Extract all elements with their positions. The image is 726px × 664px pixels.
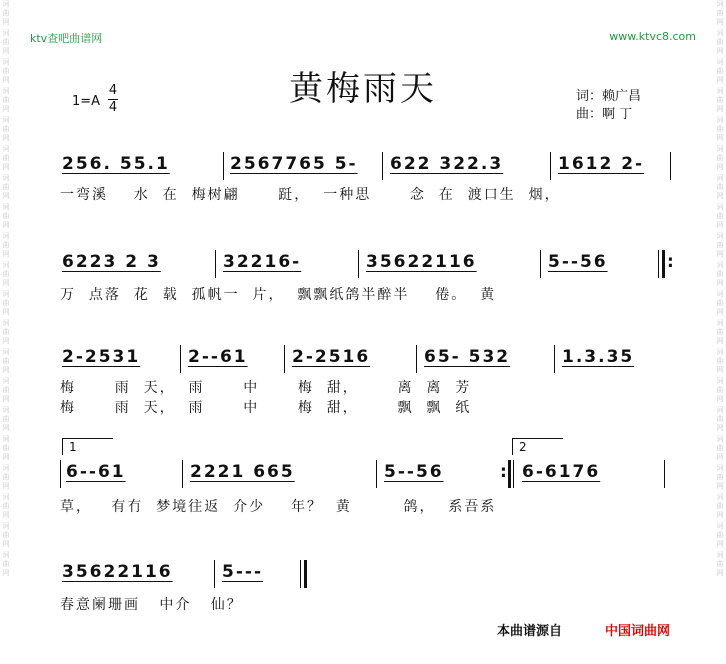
watermark-text: 词曲网 — [2, 261, 10, 287]
watermark-text: 词曲网 — [716, 290, 724, 316]
watermark-text: 词曲网 — [716, 319, 724, 345]
measure: 2567765 5- — [230, 154, 358, 174]
measure: 32216- — [223, 252, 302, 272]
barline — [180, 345, 181, 373]
barline — [513, 460, 514, 488]
measure: 1.3.35 — [562, 347, 635, 367]
notes-line — [60, 460, 674, 488]
watermark-text: 词曲网 — [2, 319, 10, 345]
watermark-text: 词曲网 — [716, 203, 724, 229]
time-signature — [108, 84, 118, 115]
watermark-text: 词曲网 — [2, 290, 10, 316]
watermark-text: 词曲网 — [716, 174, 724, 200]
notes-line — [60, 560, 674, 588]
watermark-text: 词曲网 — [2, 493, 10, 519]
barline — [664, 460, 665, 488]
lyrics-line: 草， 有冇 梦境往返 介少 年？ 黄 鸽， 系吾系 — [60, 499, 497, 515]
watermark-text: 词曲网 — [716, 261, 724, 287]
watermark-text: 词曲网 — [716, 145, 724, 171]
watermark-text: 词曲网 — [2, 551, 10, 577]
watermark-text: 词曲网 — [2, 522, 10, 548]
measure: 2-2516 — [292, 347, 371, 367]
barline — [60, 460, 61, 488]
watermark-text: 词曲网 — [716, 87, 724, 113]
watermark-text: 词曲网 — [2, 464, 10, 490]
watermark-text: 词曲网 — [2, 377, 10, 403]
measure: 65- 532 — [424, 347, 511, 367]
score-row-5 — [60, 560, 674, 613]
watermark-text: 词曲网 — [716, 116, 724, 142]
watermark-text: 词曲网 — [716, 551, 724, 577]
repeat-dots: : — [667, 252, 674, 272]
measure: 622 322.3 — [390, 154, 504, 174]
measure: 5--56 — [548, 252, 608, 272]
barline — [658, 250, 659, 278]
watermark-text: 词曲网 — [2, 203, 10, 229]
barline — [182, 460, 183, 488]
notes-line — [60, 250, 674, 278]
measure: 1612 2- — [558, 154, 645, 174]
measure: 256. 55.1 — [62, 154, 170, 174]
lyricist: 词：赖广昌 — [576, 89, 642, 104]
composer: 曲：啊 丁 — [576, 107, 633, 122]
site-url-right[interactable]: www.ktvc8.com — [609, 30, 696, 43]
score-row-2 — [60, 250, 674, 303]
barline — [284, 345, 285, 373]
repeat-barline — [662, 250, 665, 278]
watermark-text: 词曲网 — [2, 58, 10, 84]
repeat-dots: : — [500, 462, 507, 482]
lyrics-line-verse-2: 梅 雨 天， 雨 中 梅 甜， 飘 飘 纸 — [60, 400, 472, 416]
measure: 2--61 — [188, 347, 248, 367]
lyrics-line: 一弯溪 水 在 梅树翩 跹， 一种思 念 在 渡口生 烟， — [60, 187, 561, 203]
notes-line — [60, 152, 674, 180]
lyrics-line: 春意阑珊画 中介 仙？ — [60, 597, 243, 613]
song-title: 黄梅雨天 — [289, 68, 437, 109]
barline — [540, 250, 541, 278]
watermark-text: 词曲网 — [2, 232, 10, 258]
measure: 2-2531 — [62, 347, 141, 367]
measure: 35622116 — [62, 562, 173, 582]
watermark-text: 词曲网 — [2, 29, 10, 55]
credits — [576, 88, 641, 124]
measure: 5--- — [222, 562, 263, 582]
site-name-left[interactable]: ktv查吧曲谱网 — [30, 32, 103, 45]
measure: 35622116 — [366, 252, 477, 272]
barline — [215, 250, 216, 278]
barline — [670, 152, 671, 180]
repeat-barline — [508, 460, 511, 488]
barline — [376, 460, 377, 488]
lyrics-line: 万 点落 花 载 孤帆一 片， 飘飘纸鸽半醉半 倦。 黄 — [60, 287, 497, 303]
volta-number: 1 — [69, 440, 77, 454]
barline — [382, 152, 383, 180]
final-barline — [304, 560, 307, 588]
measure: 5--56 — [384, 462, 444, 482]
score-row-1 — [60, 152, 674, 203]
key-signature: 1=A — [72, 94, 101, 109]
watermark-text: 词曲网 — [716, 348, 724, 374]
notes-line — [60, 345, 674, 373]
watermark-text: 词曲网 — [716, 435, 724, 461]
measure: 6223 2 3 — [62, 252, 161, 272]
barline — [416, 345, 417, 373]
watermark-text: 词曲网 — [2, 87, 10, 113]
watermark-text: 词曲网 — [716, 0, 724, 26]
barline — [214, 560, 215, 588]
source-label: 本曲谱源自 — [497, 624, 563, 639]
watermark-text: 词曲网 — [2, 406, 10, 432]
watermark-text: 词曲网 — [716, 29, 724, 55]
watermark-text: 词曲网 — [716, 377, 724, 403]
barline — [223, 152, 224, 180]
watermark-text: 词曲网 — [716, 58, 724, 84]
watermark-text: 词曲网 — [2, 116, 10, 142]
watermark-text: 词曲网 — [2, 174, 10, 200]
volta-number: 2 — [519, 440, 527, 454]
watermark-text: 词曲网 — [2, 435, 10, 461]
watermark-text: 词曲网 — [716, 406, 724, 432]
watermark-text: 词曲网 — [716, 522, 724, 548]
watermark-text: 词曲网 — [2, 145, 10, 171]
watermark-text: 词曲网 — [716, 464, 724, 490]
measure: 6-6176 — [522, 462, 601, 482]
score-row-4 — [60, 460, 674, 515]
barline — [358, 250, 359, 278]
measure: 2221 665 — [190, 462, 295, 482]
score-row-3 — [60, 345, 674, 416]
measure: 6--61 — [66, 462, 126, 482]
watermark-text: 词曲网 — [2, 348, 10, 374]
volta-bracket-2 — [512, 438, 563, 455]
barline — [550, 152, 551, 180]
lyrics-line-verse-1: 梅 雨 天， 雨 中 梅 甜， 离 离 芳 — [60, 380, 472, 396]
volta-bracket-1 — [62, 438, 113, 455]
watermark-text: 词曲网 — [716, 232, 724, 258]
time-top: 4 — [108, 83, 118, 98]
source-brand-link[interactable]: 中国词曲网 — [605, 624, 671, 639]
barline — [554, 345, 555, 373]
watermark-text: 词曲网 — [2, 0, 10, 26]
time-bottom: 4 — [108, 100, 118, 115]
watermark-text: 词曲网 — [716, 493, 724, 519]
barline — [300, 560, 301, 588]
